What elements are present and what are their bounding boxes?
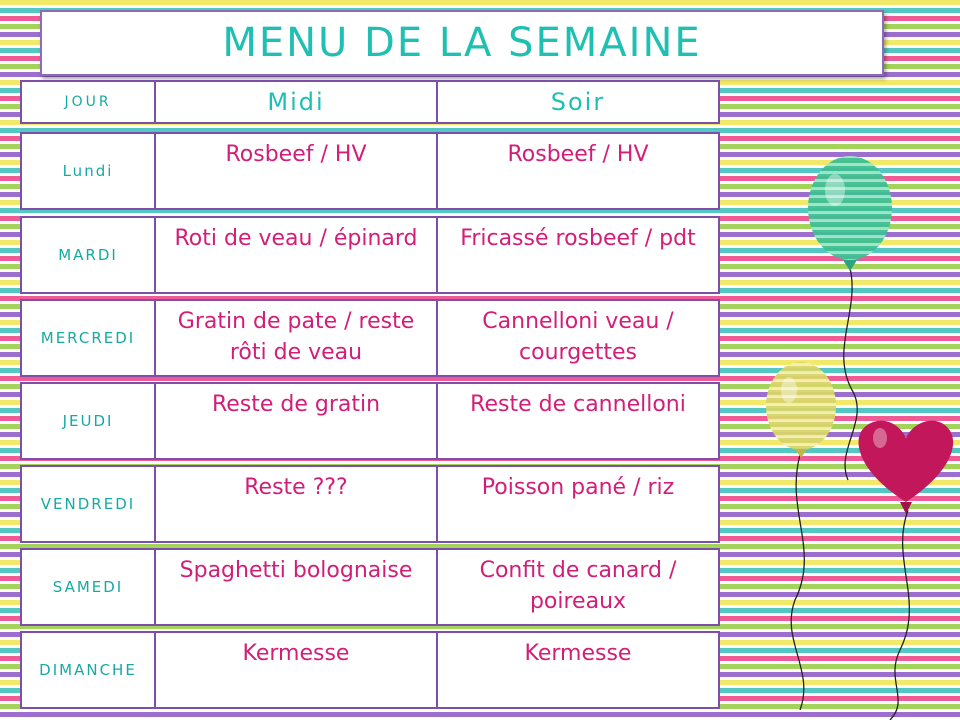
meal-soir: Rosbeef / HV xyxy=(507,142,649,167)
column-header-soir: Soir xyxy=(550,87,606,116)
balloon-yellow-icon xyxy=(766,362,836,710)
day-label: DIMANCHE xyxy=(22,633,156,707)
table-row-jeudi xyxy=(20,382,720,460)
title-banner xyxy=(40,10,884,76)
table-row-samedi xyxy=(20,548,720,626)
meal-midi: Roti de veau / épinard xyxy=(156,218,438,292)
table-row-vendredi xyxy=(20,465,720,543)
heart-balloon-icon xyxy=(859,421,954,720)
meal-soir: Confit de canard / poireaux xyxy=(479,558,677,614)
day-label: SAMEDI xyxy=(22,550,156,624)
column-header-day: JOUR xyxy=(22,82,156,122)
day-label: VENDREDI xyxy=(22,467,156,541)
meal-midi: Spaghetti bolognaise xyxy=(156,550,438,624)
day-label: MARDI xyxy=(22,218,156,292)
balloon-decoration xyxy=(740,150,960,720)
meal-midi: Gratin de pate / reste rôti de veau xyxy=(156,301,438,375)
meal-soir: Reste de cannelloni xyxy=(470,392,686,417)
table-row-mercredi xyxy=(20,299,720,377)
meal-midi: Rosbeef / HV xyxy=(156,134,438,208)
table-row-mardi xyxy=(20,216,720,294)
table-row-dimanche xyxy=(20,631,720,709)
day-label: Lundi xyxy=(22,134,156,208)
meal-midi: Kermesse xyxy=(156,633,438,707)
table-header-row xyxy=(20,80,720,124)
day-label: MERCREDI xyxy=(22,301,156,375)
column-header-midi: Midi xyxy=(156,82,438,122)
meal-midi: Reste de gratin xyxy=(156,384,438,458)
meal-midi: Reste ??? xyxy=(156,467,438,541)
day-label: JEUDI xyxy=(22,384,156,458)
meal-soir: Poisson pané / riz xyxy=(481,475,675,500)
page-title: MENU DE LA SEMAINE xyxy=(222,20,702,66)
meal-soir: Kermesse xyxy=(524,641,632,666)
table-row-lundi xyxy=(20,132,720,210)
meal-soir: Cannelloni veau / courgettes xyxy=(482,309,674,365)
meal-soir: Fricassé rosbeef / pdt xyxy=(460,226,696,251)
